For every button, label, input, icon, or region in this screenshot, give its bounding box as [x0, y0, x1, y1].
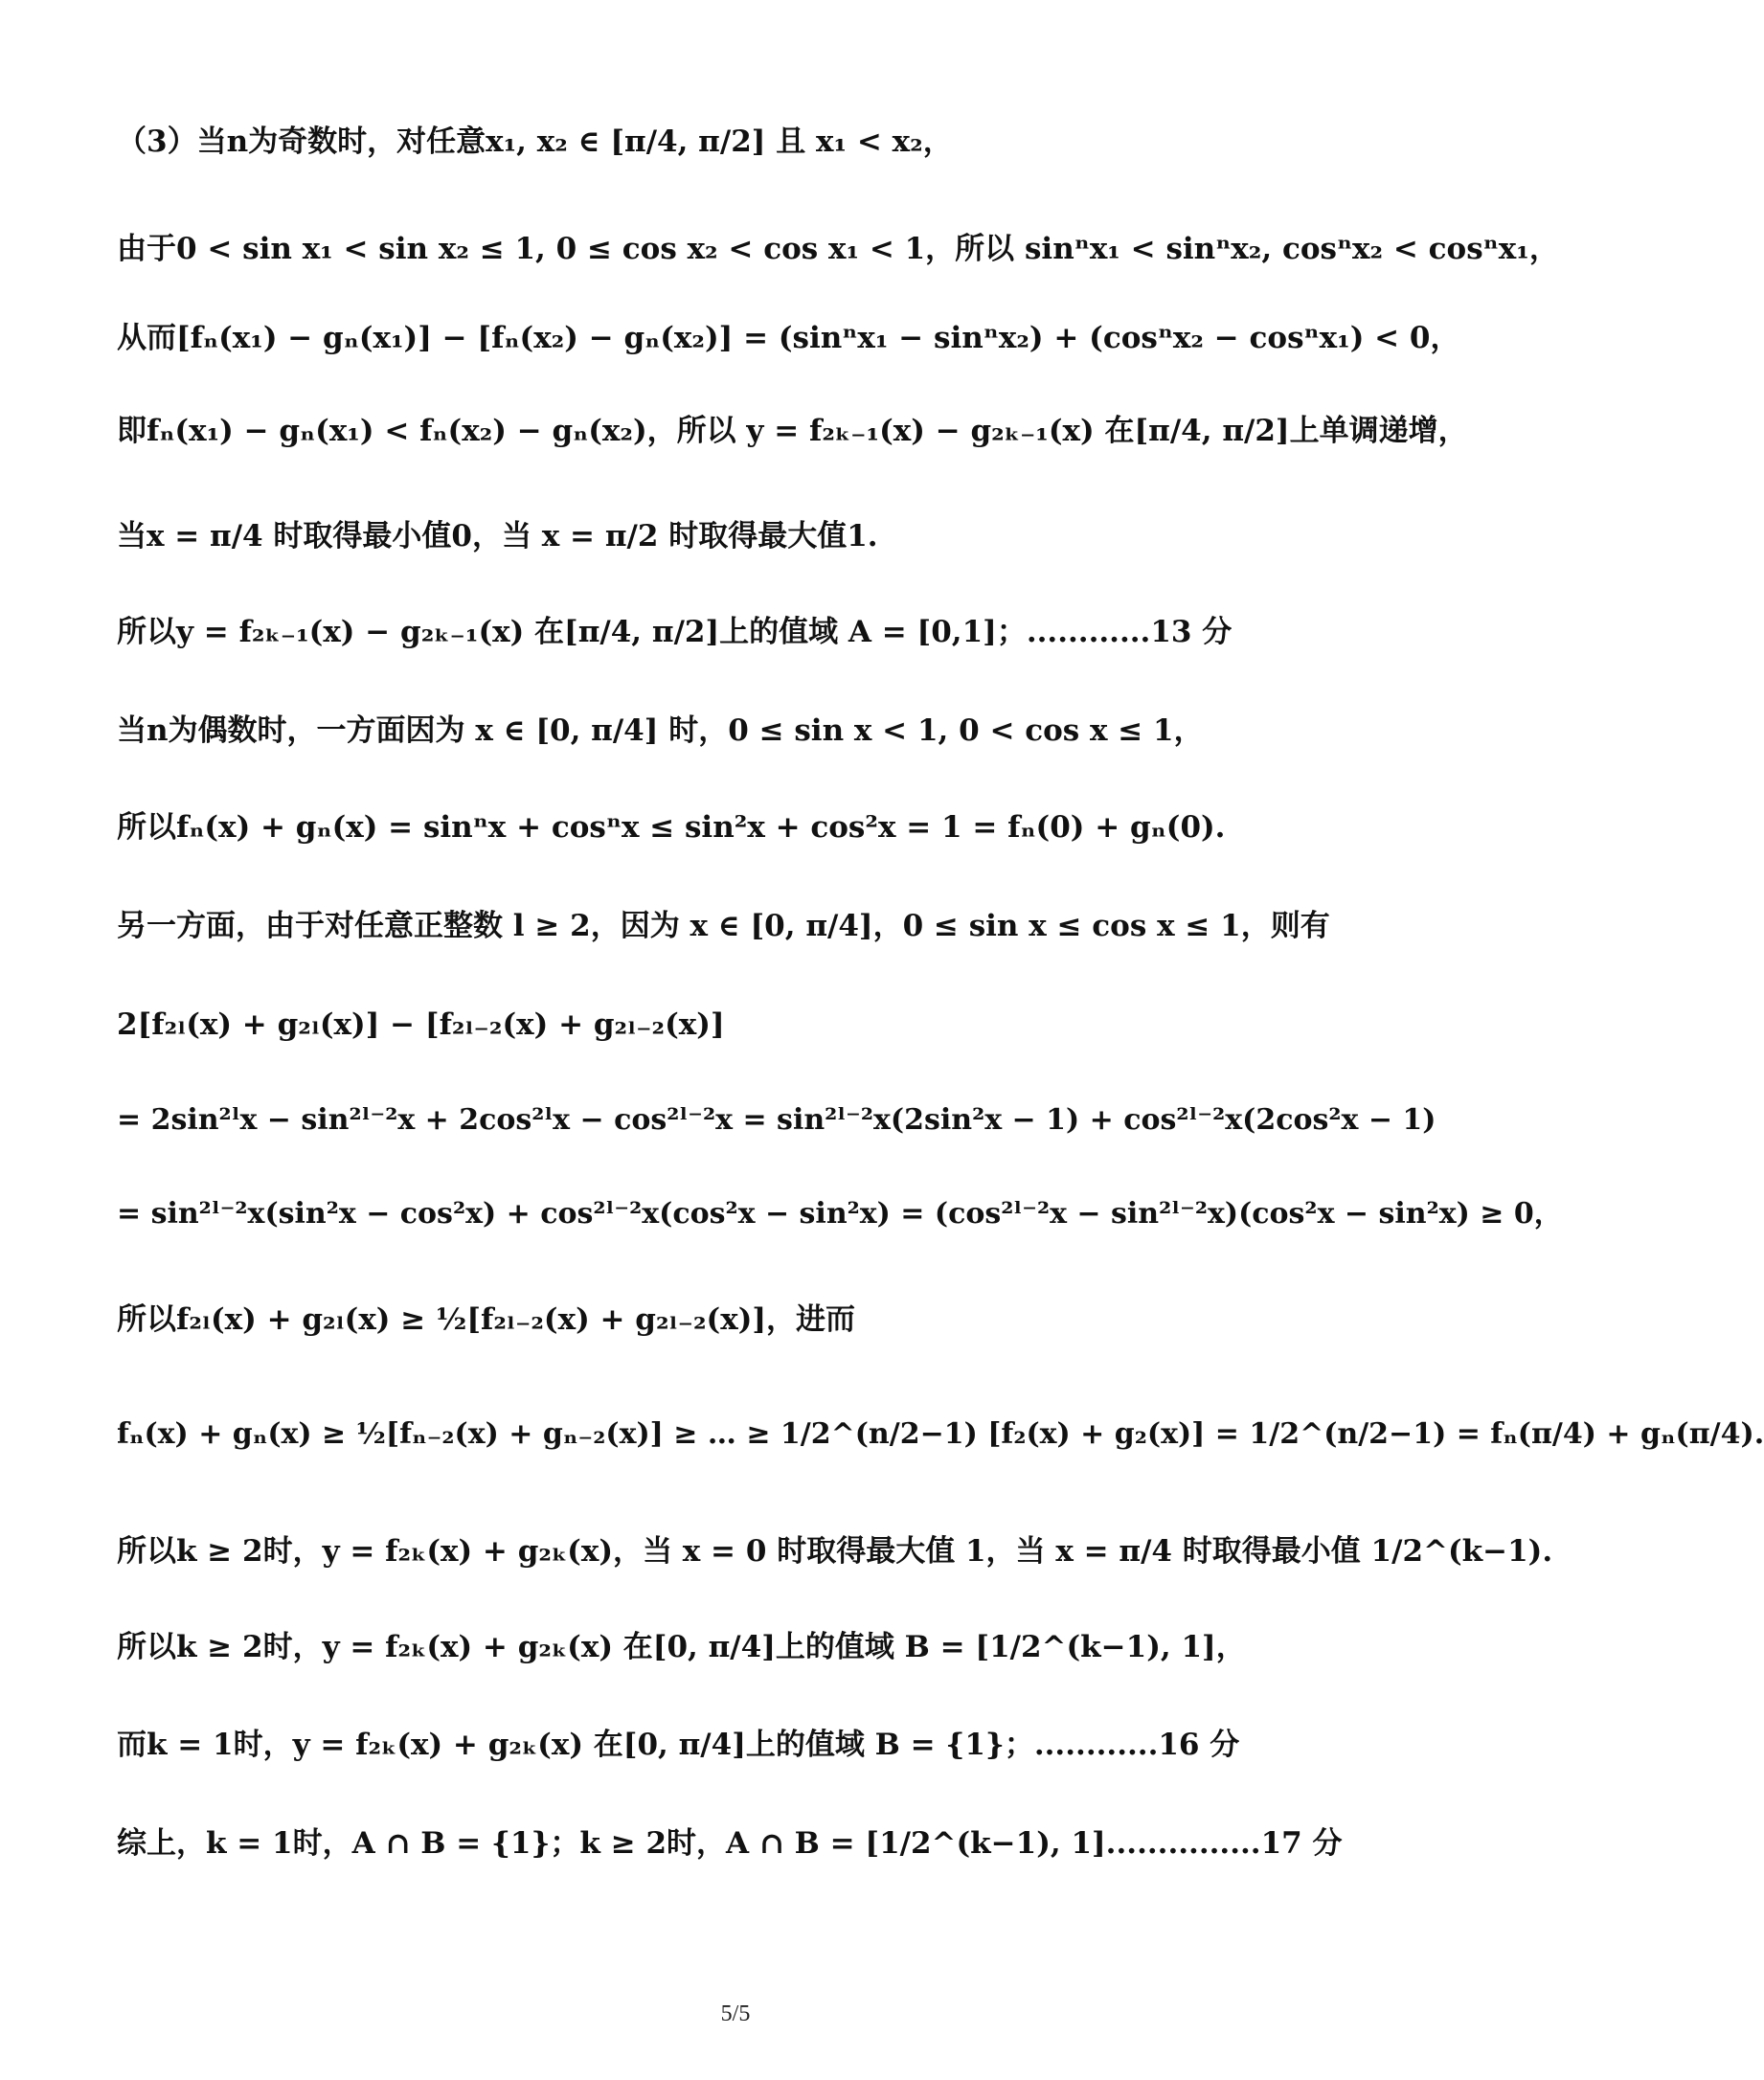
solution-line-6: 所以y = f₂ₖ₋₁(x) − g₂ₖ₋₁(x) 在[π/4, π/2]上的值域 A = [0,1]；............13 分 [117, 615, 1233, 649]
solution-line-3: 从而[fₙ(x₁) − gₙ(x₁)] − [fₙ(x₂) − gₙ(x₂)] = (sinⁿx₁ − sinⁿx₂) + (cosⁿx₂ − cosⁿx₁) < 0， [117, 321, 1460, 355]
solution-line-12: = sin²ˡ⁻²x(sin²x − cos²x) + cos²ˡ⁻²x(cos²x − sin²x) = (cos²ˡ⁻²x − sin²ˡ⁻²x)(cos²x − sin²x) ≥ 0， [117, 1197, 1563, 1231]
solution-line-11: = 2sin²ˡx − sin²ˡ⁻²x + 2cos²ˡx − cos²ˡ⁻²x = sin²ˡ⁻²x(2sin²x − 1) + cos²ˡ⁻²x(2cos²x − 1) [117, 1103, 1436, 1137]
solution-line-1: （3）当n为奇数时，对任意x₁, x₂ ∈ [π/4, π/2] 且 x₁ < x₂， [117, 124, 953, 159]
solution-line-17: 而k = 1时，y = f₂ₖ(x) + g₂ₖ(x) 在[0, π/4]上的值域 B = {1}；............16 分 [117, 1728, 1240, 1762]
solution-line-13: 所以f₂ₗ(x) + g₂ₗ(x) ≥ ½[f₂ₗ₋₂(x) + g₂ₗ₋₂(x)]，进而 [117, 1302, 856, 1337]
page-number: 5/5 [720, 2001, 751, 2026]
solution-line-15: 所以k ≥ 2时，y = f₂ₖ(x) + g₂ₖ(x)，当 x = 0 时取得最大值 1，当 x = π/4 时取得最小值 1/2^(k−1). [117, 1534, 1553, 1569]
solution-line-9: 另一方面，由于对任意正整数 l ≥ 2，因为 x ∈ [0, π/4]，0 ≤ sin x ≤ cos x ≤ 1，则有 [117, 909, 1330, 943]
solution-line-4: 即fₙ(x₁) − gₙ(x₁) < fₙ(x₂) − gₙ(x₂)，所以 y = f₂ₖ₋₁(x) − g₂ₖ₋₁(x) 在[π/4, π/2]上单调递增， [117, 414, 1468, 448]
solution-line-14: fₙ(x) + gₙ(x) ≥ ½[fₙ₋₂(x) + gₙ₋₂(x)] ≥ … ≥ 1/2^(n/2−1) [f₂(x) + g₂(x)] = 1/2^(n/2−1) = fₙ(π/4) + gₙ(π/4). [117, 1417, 1764, 1451]
solution-line-16: 所以k ≥ 2时，y = f₂ₖ(x) + g₂ₖ(x) 在[0, π/4]上的值域 B = [1/2^(k−1), 1]， [117, 1630, 1246, 1664]
solution-line-7: 当n为偶数时，一方面因为 x ∈ [0, π/4] 时，0 ≤ sin x < 1, 0 < cos x ≤ 1， [117, 713, 1204, 748]
solution-line-2: 由于0 < sin x₁ < sin x₂ ≤ 1, 0 ≤ cos x₂ < cos x₁ < 1，所以 sinⁿx₁ < sinⁿx₂, cosⁿx₂ < cosⁿx₁， [117, 232, 1559, 266]
solution-line-18: 综上，k = 1时，A ∩ B = {1}；k ≥ 2时，A ∩ B = [1/2^(k−1), 1]...............17 分 [117, 1826, 1343, 1861]
solution-line-8: 所以fₙ(x) + gₙ(x) = sinⁿx + cosⁿx ≤ sin²x + cos²x = 1 = fₙ(0) + gₙ(0). [117, 810, 1226, 845]
solution-line-10: 2[f₂ₗ(x) + g₂ₗ(x)] − [f₂ₗ₋₂(x) + g₂ₗ₋₂(x)] [117, 1007, 725, 1042]
solution-line-5: 当x = π/4 时取得最小值0，当 x = π/2 时取得最大值1. [117, 519, 878, 554]
